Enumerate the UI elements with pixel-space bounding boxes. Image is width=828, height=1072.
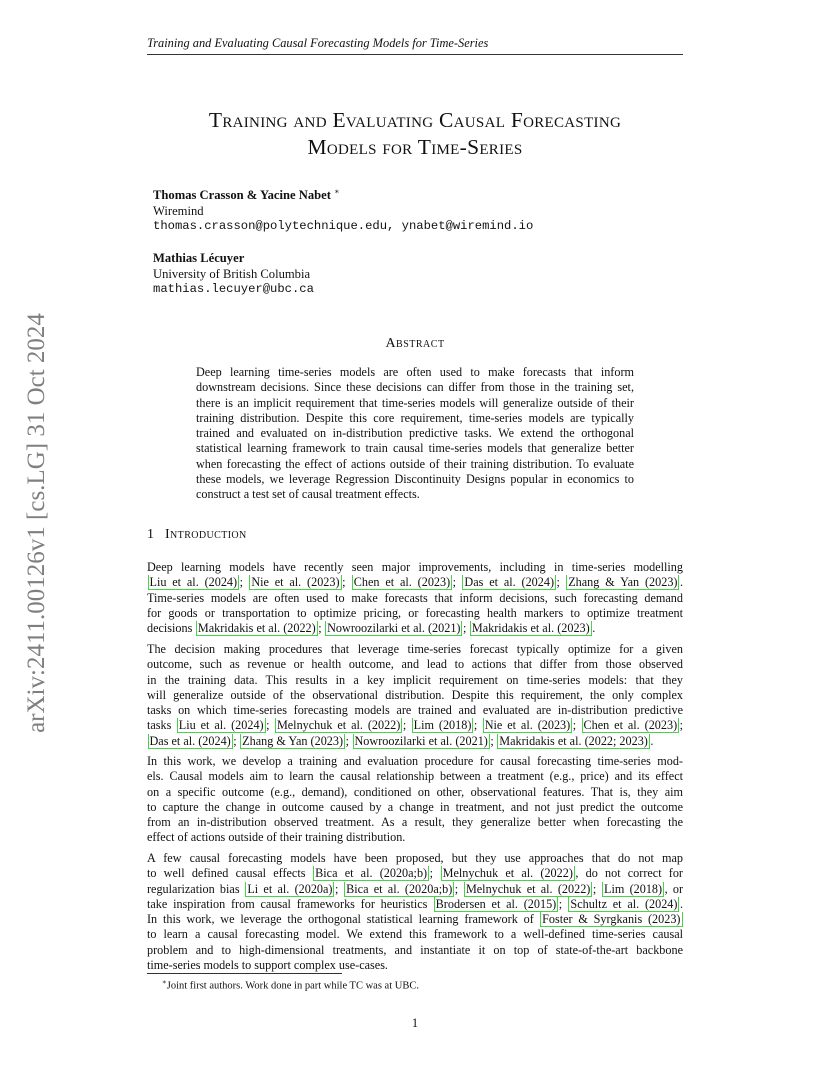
text-segment: will generalize outside of the observational distribution. Despite this requirement, the only complex [147,687,683,702]
text-line [147,642,683,657]
citation-link[interactable]: Das et al. (2024) [464,575,554,590]
arxiv-identifier-stamp: arXiv:2411.00126v1 [cs.LG] 31 Oct 2024 [23,313,50,733]
title-line-2: Models for Time-Series [307,135,523,159]
text-segment: on a specific outcome (e.g., demand), conditioned on other, observational features. That is, they aim [147,784,683,799]
text-segment: ; [239,575,249,590]
text-segment: , or [664,881,683,896]
text-segment: . [592,621,596,636]
intro-paragraph-1 [147,560,683,636]
citation-link[interactable]: Melnychuk et al. (2022) [442,866,573,881]
text-line [147,657,683,672]
paper-title [147,107,683,161]
text-segment: ; [454,881,464,896]
text-line [147,703,683,718]
citation-link[interactable]: Nie et al. (2023) [251,575,340,590]
text-segment: ; [402,718,412,733]
citation-link[interactable]: Nowroozilarki et al. (2021) [327,621,461,636]
text-segment: ; [429,866,441,881]
text-segment: ; [233,733,240,748]
text-segment: In this work, we leverage the orthogonal statistical learning framework of [147,912,540,927]
abstract-text: Deep learning time-series models are often used to make forecasts that inform downstream decisions. Since these decisions can differ from those in the training set, there is an implicit requirement that time-series models will generalize outside of their training distribution. Despite this core requirement, time-series models are typically trained and evaluated on in-distribution predictive tasks. We extend the orthogonal statistical learning framework to train causal time-series models that generalize better when forecasting the effect of actions outside of their training distribution. To evaluate these models, we leverage Regression Discontinuity Designs popular in economics to construct a test set of causal treatment effects. [196,365,634,502]
author-email[interactable]: thomas.crasson@polytechnique.edu, ynabet@wiremind.io [153,219,534,234]
text-line [147,575,683,590]
text-segment: from an in-distribution observed treatment. As a result, they generalize better when forecasting the [147,815,683,830]
text-segment: to learn a causal forecasting model. We extend this framework to a well-defined time-series causal [147,927,683,942]
text-line [147,912,683,927]
text-segment: ; [266,718,275,733]
text-segment: ; [473,718,483,733]
text-segment: In this work, we develop a training and evaluation procedure for causal forecasting time-series mod- [147,754,683,768]
text-segment: for goods or transportation to optimize pricing, or forecasting health markers to optimize treatment [147,605,683,620]
citation-link[interactable]: Lim (2018) [413,718,472,733]
text-line [147,882,683,897]
text-line [147,606,683,621]
citation-link[interactable]: Makridakis et al. (2022; 2023) [499,733,648,748]
citation-link[interactable]: Nowroozilarki et al. (2021) [354,733,488,748]
text-segment: regularization bias [147,881,245,896]
citation-link[interactable]: Melnychuk et al. (2022) [465,881,591,896]
citation-link[interactable]: Liu et al. (2024) [149,575,238,590]
text-line [147,754,683,769]
footnote-mark: ∗ [162,978,167,986]
citation-link[interactable]: Bica et al. (2020a;b) [346,881,453,896]
text-line [147,688,683,703]
text-segment: ; [679,718,683,733]
text-segment: effect of actions outside of their training distribution. [147,830,406,845]
text-segment: ; [558,896,568,911]
text-segment: ; [342,575,352,590]
footnote-mark: ∗ [334,187,340,196]
running-head: Training and Evaluating Causal Forecasting Models for Time-Series [147,36,683,55]
text-segment: ; [592,881,602,896]
citation-link[interactable]: Foster & Syrgkanis (2023) [542,912,681,927]
text-line [147,830,683,845]
text-segment: time-series models to support complex use-cases. [147,958,388,973]
text-segment: problem and to high-dimensional treatments, and instantiate it on top of state-of-the-art backbone [147,942,683,957]
text-line [147,673,683,688]
citation-link[interactable]: Zhang & Yan (2023) [242,733,344,748]
text-segment: Deep learning models have recently seen major improvements, including in time-series modelling [147,560,683,574]
text-line [147,621,683,636]
text-line [147,560,683,575]
citation-link[interactable]: Melnychuk et al. (2022) [276,718,401,733]
citation-link[interactable]: Das et al. (2024) [149,733,231,748]
text-line [147,927,683,942]
text-line [147,769,683,784]
text-segment: , do not correct for [575,866,683,881]
text-segment: ; [490,733,497,748]
citation-link[interactable]: Nie et al. (2023) [484,718,571,733]
author-names: Mathias Lécuyer [153,251,245,265]
text-segment: outcome, such as revenue or health outcome, and lead to actions that differ from those observed [147,657,683,672]
text-line [147,734,683,749]
page-number: 1 [411,1016,419,1030]
citation-link[interactable]: Schultz et al. (2024) [570,896,678,911]
text-segment: to well defined causal effects [147,866,313,881]
footnote-text: Joint first authors. Work done in part while TC was at UBC. [166,980,419,992]
section-heading [147,527,247,543]
footnote-divider [147,973,342,974]
citation-link[interactable]: Chen et al. (2023) [583,718,678,733]
text-line [147,866,683,881]
text-segment: ; [452,575,462,590]
citation-link[interactable]: Li et al. (2020a) [247,881,333,896]
citation-link[interactable]: Makridakis et al. (2023) [471,621,590,636]
intro-paragraph-4 [147,851,683,973]
text-segment: ; [334,881,344,896]
section-title: Introduction [165,527,247,542]
text-segment: . [650,733,654,748]
text-line [147,785,683,800]
citation-link[interactable]: Liu et al. (2024) [178,718,264,733]
author-block-2 [153,251,314,298]
text-line [147,718,683,733]
author-names: Thomas Crasson & Yacine Nabet [153,188,331,203]
abstract-heading: Abstract [385,336,445,351]
citation-link[interactable]: Lim (2018) [604,881,663,896]
citation-link[interactable]: Makridakis et al. (2022) [197,621,316,636]
text-segment: in the training data. This results in a key implicit requirement on time-series models: that they [147,672,683,687]
section-number: 1 [147,527,154,542]
text-line [147,943,683,958]
text-segment: to capture the change in outcome caused by a change in treatment, and not just predict the outcome [147,799,683,814]
text-line [147,958,683,973]
title-line-1: Training and Evaluating Causal Forecasting [208,108,622,132]
intro-paragraph-2 [147,642,683,749]
citation-link[interactable]: Brodersen et al. (2015) [435,896,557,911]
intro-paragraph-3 [147,754,683,846]
citation-link[interactable]: Zhang & Yan (2023) [568,575,678,590]
text-segment: tasks on which time-series forecasting models are trained and evaluated are in-distribution predictive [147,703,683,718]
text-segment: els. Causal models aim to learn the causal relationship between a treatment (e.g., price) and its effect [147,769,683,784]
citation-link[interactable]: Bica et al. (2020a;b) [315,866,428,881]
text-segment: ; [556,575,566,590]
text-segment: . [679,575,683,590]
text-segment: ; [462,621,470,636]
text-segment: ; [318,621,325,636]
text-segment: A few causal forecasting models have been proposed, but they use approaches that do not map [147,851,683,865]
text-segment: ; [572,718,582,733]
author-email[interactable]: mathias.lecuyer@ubc.ca [153,282,314,297]
text-line [147,815,683,830]
text-segment: take inspiration from causal frameworks for heuristics [147,896,434,911]
text-line [147,591,683,606]
citation-link[interactable]: Chen et al. (2023) [353,575,451,590]
footnote [162,978,419,992]
text-line [147,800,683,815]
text-line [147,897,683,912]
text-segment: tasks [147,718,177,733]
text-line [147,851,683,866]
text-segment: The decision making procedures that leverage time-series forecast typically optimize for a given [147,642,683,656]
author-affiliation: University of British Columbia [153,266,311,281]
text-segment: Time-series models are often used to make forecasts that inform decisions, such forecasting demand [147,590,683,605]
author-affiliation: Wiremind [153,203,204,218]
text-segment: . [679,896,683,911]
author-block-1 [153,184,533,235]
text-segment: decisions [147,621,196,636]
text-segment: ; [345,733,352,748]
